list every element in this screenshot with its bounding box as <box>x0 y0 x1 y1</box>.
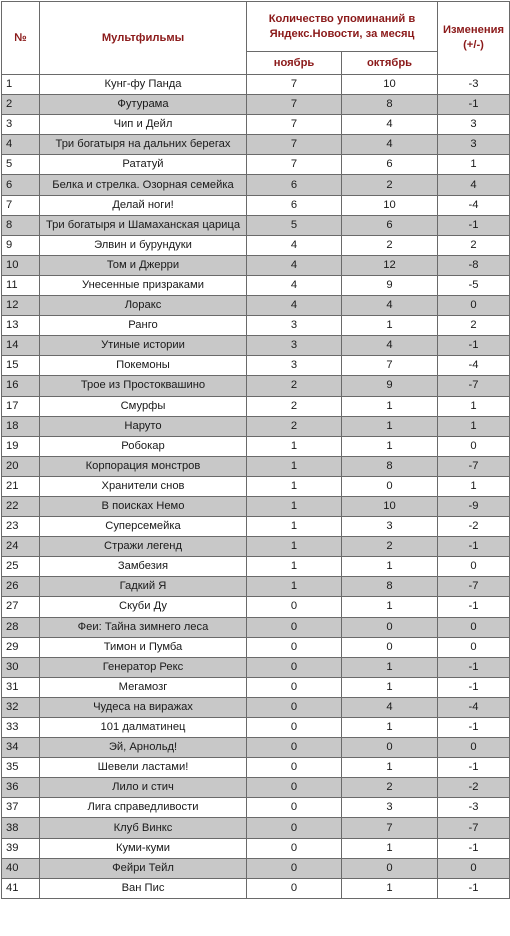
row-title: Лило и стич <box>40 778 247 798</box>
row-change: -1 <box>438 95 510 115</box>
row-title: Стражи легенд <box>40 537 247 557</box>
row-october: 2 <box>342 537 438 557</box>
row-october: 1 <box>342 677 438 697</box>
row-title: Робокар <box>40 436 247 456</box>
row-november: 1 <box>247 577 342 597</box>
row-change: 0 <box>438 296 510 316</box>
table-row <box>2 275 510 295</box>
row-number: 6 <box>2 175 40 195</box>
row-october: 10 <box>342 75 438 95</box>
row-change: -7 <box>438 456 510 476</box>
row-title: Белка и стрелка. Озорная семейка <box>40 175 247 195</box>
row-number: 14 <box>2 336 40 356</box>
row-change: -2 <box>438 778 510 798</box>
row-october: 10 <box>342 195 438 215</box>
row-number: 39 <box>2 838 40 858</box>
row-title: Рататуй <box>40 155 247 175</box>
table-row <box>2 577 510 597</box>
row-october: 8 <box>342 577 438 597</box>
table-row <box>2 336 510 356</box>
row-october: 1 <box>342 597 438 617</box>
row-change: -1 <box>438 758 510 778</box>
row-title: В поисках Немо <box>40 496 247 516</box>
row-title: Утиные истории <box>40 336 247 356</box>
table-row <box>2 195 510 215</box>
row-november: 1 <box>247 456 342 476</box>
row-change: 0 <box>438 637 510 657</box>
row-october: 0 <box>342 617 438 637</box>
table-row <box>2 537 510 557</box>
row-november: 0 <box>247 718 342 738</box>
row-number: 13 <box>2 316 40 336</box>
row-number: 41 <box>2 878 40 898</box>
row-november: 6 <box>247 175 342 195</box>
row-october: 6 <box>342 215 438 235</box>
row-november: 1 <box>247 496 342 516</box>
row-title: Клуб Винкс <box>40 818 247 838</box>
row-number: 34 <box>2 738 40 758</box>
row-november: 3 <box>247 336 342 356</box>
row-number: 35 <box>2 758 40 778</box>
row-change: 2 <box>438 235 510 255</box>
row-number: 17 <box>2 396 40 416</box>
ranking-table <box>1 1 510 899</box>
table-row <box>2 476 510 496</box>
row-change: -9 <box>438 496 510 516</box>
row-number: 25 <box>2 557 40 577</box>
row-title: Трое из Простоквашино <box>40 376 247 396</box>
row-change: 0 <box>438 858 510 878</box>
row-title: Гадкий Я <box>40 577 247 597</box>
row-november: 7 <box>247 75 342 95</box>
row-title: Чип и Дейл <box>40 115 247 135</box>
row-november: 7 <box>247 135 342 155</box>
row-title: Элвин и бурундуки <box>40 235 247 255</box>
row-november: 3 <box>247 356 342 376</box>
row-november: 0 <box>247 858 342 878</box>
row-title: Фейри Тейл <box>40 858 247 878</box>
table-row <box>2 296 510 316</box>
row-title: Лига справедливости <box>40 798 247 818</box>
row-title: Чудеса на виражах <box>40 697 247 717</box>
row-october: 1 <box>342 436 438 456</box>
table-row <box>2 818 510 838</box>
row-number: 30 <box>2 657 40 677</box>
row-october: 1 <box>342 657 438 677</box>
row-november: 7 <box>247 95 342 115</box>
row-october: 3 <box>342 798 438 818</box>
row-change: -4 <box>438 356 510 376</box>
table-row <box>2 878 510 898</box>
row-october: 0 <box>342 858 438 878</box>
row-title: Три богатыря на дальних берегах <box>40 135 247 155</box>
table-row <box>2 235 510 255</box>
row-title: Корпорация монстров <box>40 456 247 476</box>
row-november: 0 <box>247 697 342 717</box>
row-change: 2 <box>438 316 510 336</box>
table-row <box>2 798 510 818</box>
row-number: 1 <box>2 75 40 95</box>
row-october: 3 <box>342 517 438 537</box>
table-row <box>2 517 510 537</box>
table-row <box>2 175 510 195</box>
row-october: 2 <box>342 175 438 195</box>
row-october: 0 <box>342 476 438 496</box>
table-row <box>2 617 510 637</box>
row-change: -1 <box>438 215 510 235</box>
table-row <box>2 838 510 858</box>
row-november: 4 <box>247 255 342 275</box>
row-title: Тимон и Пумба <box>40 637 247 657</box>
row-change: -1 <box>438 677 510 697</box>
row-change: 0 <box>438 436 510 456</box>
table-row <box>2 215 510 235</box>
row-change: -8 <box>438 255 510 275</box>
row-number: 28 <box>2 617 40 637</box>
row-change: 0 <box>438 617 510 637</box>
row-title: Три богатыря и Шамаханская царица <box>40 215 247 235</box>
row-title: Суперсемейка <box>40 517 247 537</box>
table-row <box>2 255 510 275</box>
row-change: -3 <box>438 75 510 95</box>
row-october: 9 <box>342 376 438 396</box>
table-row <box>2 697 510 717</box>
row-change: 1 <box>438 155 510 175</box>
row-november: 1 <box>247 476 342 496</box>
row-october: 1 <box>342 878 438 898</box>
row-october: 4 <box>342 115 438 135</box>
table-row <box>2 718 510 738</box>
row-number: 24 <box>2 537 40 557</box>
row-title: Скуби Ду <box>40 597 247 617</box>
table-row <box>2 738 510 758</box>
row-title: Унесенные призраками <box>40 275 247 295</box>
table-row <box>2 95 510 115</box>
row-title: Замбезия <box>40 557 247 577</box>
row-november: 0 <box>247 738 342 758</box>
row-november: 1 <box>247 537 342 557</box>
row-october: 1 <box>342 416 438 436</box>
row-november: 2 <box>247 396 342 416</box>
row-november: 4 <box>247 275 342 295</box>
table-body <box>2 75 510 899</box>
row-november: 6 <box>247 195 342 215</box>
row-october: 1 <box>342 316 438 336</box>
row-number: 37 <box>2 798 40 818</box>
row-change: 3 <box>438 115 510 135</box>
row-number: 18 <box>2 416 40 436</box>
row-number: 9 <box>2 235 40 255</box>
row-change: 4 <box>438 175 510 195</box>
table-header <box>2 2 510 75</box>
row-number: 22 <box>2 496 40 516</box>
row-october: 12 <box>342 255 438 275</box>
row-october: 1 <box>342 557 438 577</box>
row-title: Покемоны <box>40 356 247 376</box>
row-october: 1 <box>342 396 438 416</box>
row-november: 1 <box>247 517 342 537</box>
header-mentions: Количество упоминаний в Яндекс.Новости, за месяц <box>247 2 438 52</box>
row-number: 2 <box>2 95 40 115</box>
row-number: 4 <box>2 135 40 155</box>
row-november: 1 <box>247 557 342 577</box>
row-october: 2 <box>342 235 438 255</box>
row-october: 8 <box>342 456 438 476</box>
table-row <box>2 356 510 376</box>
row-november: 7 <box>247 155 342 175</box>
row-october: 6 <box>342 155 438 175</box>
row-title: Наруто <box>40 416 247 436</box>
row-title: Хранители снов <box>40 476 247 496</box>
row-change: -1 <box>438 537 510 557</box>
row-number: 19 <box>2 436 40 456</box>
row-number: 38 <box>2 818 40 838</box>
row-change: -1 <box>438 718 510 738</box>
row-title: Шевели ластами! <box>40 758 247 778</box>
row-change: -2 <box>438 517 510 537</box>
row-number: 26 <box>2 577 40 597</box>
row-november: 3 <box>247 316 342 336</box>
row-october: 10 <box>342 496 438 516</box>
row-number: 33 <box>2 718 40 738</box>
row-october: 4 <box>342 697 438 717</box>
table-row <box>2 75 510 95</box>
row-change: 0 <box>438 557 510 577</box>
row-october: 2 <box>342 778 438 798</box>
row-november: 1 <box>247 436 342 456</box>
table-row <box>2 396 510 416</box>
row-number: 8 <box>2 215 40 235</box>
row-number: 20 <box>2 456 40 476</box>
row-change: 1 <box>438 416 510 436</box>
row-november: 0 <box>247 637 342 657</box>
row-title: Кунг-фу Панда <box>40 75 247 95</box>
row-title: 101 далматинец <box>40 718 247 738</box>
row-change: 0 <box>438 738 510 758</box>
row-number: 15 <box>2 356 40 376</box>
row-title: Эй, Арнольд! <box>40 738 247 758</box>
row-change: 3 <box>438 135 510 155</box>
row-october: 7 <box>342 356 438 376</box>
row-change: -1 <box>438 878 510 898</box>
row-number: 31 <box>2 677 40 697</box>
table-row <box>2 155 510 175</box>
table-row <box>2 637 510 657</box>
row-november: 0 <box>247 677 342 697</box>
row-change: -4 <box>438 697 510 717</box>
row-october: 1 <box>342 758 438 778</box>
row-october: 0 <box>342 637 438 657</box>
table-row <box>2 557 510 577</box>
header-november: ноябрь <box>247 52 342 75</box>
row-november: 0 <box>247 657 342 677</box>
row-november: 7 <box>247 115 342 135</box>
row-november: 4 <box>247 235 342 255</box>
row-november: 2 <box>247 416 342 436</box>
row-number: 11 <box>2 275 40 295</box>
table-row <box>2 597 510 617</box>
table-row <box>2 496 510 516</box>
row-october: 0 <box>342 738 438 758</box>
row-october: 1 <box>342 718 438 738</box>
row-october: 1 <box>342 838 438 858</box>
row-number: 36 <box>2 778 40 798</box>
table-row <box>2 376 510 396</box>
row-number: 29 <box>2 637 40 657</box>
row-november: 0 <box>247 878 342 898</box>
row-number: 12 <box>2 296 40 316</box>
row-change: -3 <box>438 798 510 818</box>
table-row <box>2 135 510 155</box>
row-october: 8 <box>342 95 438 115</box>
row-number: 16 <box>2 376 40 396</box>
row-title: Том и Джерри <box>40 255 247 275</box>
row-change: -7 <box>438 818 510 838</box>
row-number: 10 <box>2 255 40 275</box>
row-title: Генератор Рекс <box>40 657 247 677</box>
row-number: 3 <box>2 115 40 135</box>
row-november: 0 <box>247 838 342 858</box>
table-row <box>2 456 510 476</box>
header-october: октябрь <box>342 52 438 75</box>
row-november: 0 <box>247 597 342 617</box>
row-title: Лоракс <box>40 296 247 316</box>
row-number: 27 <box>2 597 40 617</box>
row-change: 1 <box>438 396 510 416</box>
row-change: -1 <box>438 838 510 858</box>
table-row <box>2 316 510 336</box>
row-change: -1 <box>438 336 510 356</box>
row-november: 4 <box>247 296 342 316</box>
row-title: Феи: Тайна зимнего леса <box>40 617 247 637</box>
row-october: 4 <box>342 296 438 316</box>
row-november: 2 <box>247 376 342 396</box>
row-november: 0 <box>247 758 342 778</box>
header-change: Изменения (+/-) <box>438 2 510 75</box>
row-november: 0 <box>247 778 342 798</box>
row-change: -7 <box>438 376 510 396</box>
row-title: Мегамозг <box>40 677 247 697</box>
row-number: 5 <box>2 155 40 175</box>
row-change: -1 <box>438 657 510 677</box>
row-october: 4 <box>342 135 438 155</box>
row-number: 21 <box>2 476 40 496</box>
row-october: 7 <box>342 818 438 838</box>
row-number: 23 <box>2 517 40 537</box>
table-row <box>2 858 510 878</box>
row-november: 0 <box>247 798 342 818</box>
table-row <box>2 115 510 135</box>
row-number: 40 <box>2 858 40 878</box>
row-title: Смурфы <box>40 396 247 416</box>
row-change: -1 <box>438 597 510 617</box>
row-november: 0 <box>247 818 342 838</box>
row-title: Футурама <box>40 95 247 115</box>
row-title: Ван Пис <box>40 878 247 898</box>
row-change: -5 <box>438 275 510 295</box>
row-november: 0 <box>247 617 342 637</box>
row-number: 7 <box>2 195 40 215</box>
row-number: 32 <box>2 697 40 717</box>
row-title: Куми-куми <box>40 838 247 858</box>
row-change: 1 <box>438 476 510 496</box>
row-november: 5 <box>247 215 342 235</box>
table-row <box>2 677 510 697</box>
table-row <box>2 657 510 677</box>
header-number: № <box>2 2 40 75</box>
table-row <box>2 778 510 798</box>
table-row <box>2 436 510 456</box>
row-title: Ранго <box>40 316 247 336</box>
row-change: -4 <box>438 195 510 215</box>
row-october: 4 <box>342 336 438 356</box>
row-change: -7 <box>438 577 510 597</box>
row-october: 9 <box>342 275 438 295</box>
table-row <box>2 758 510 778</box>
row-title: Делай ноги! <box>40 195 247 215</box>
table-row <box>2 416 510 436</box>
header-cartoons: Мультфильмы <box>40 2 247 75</box>
